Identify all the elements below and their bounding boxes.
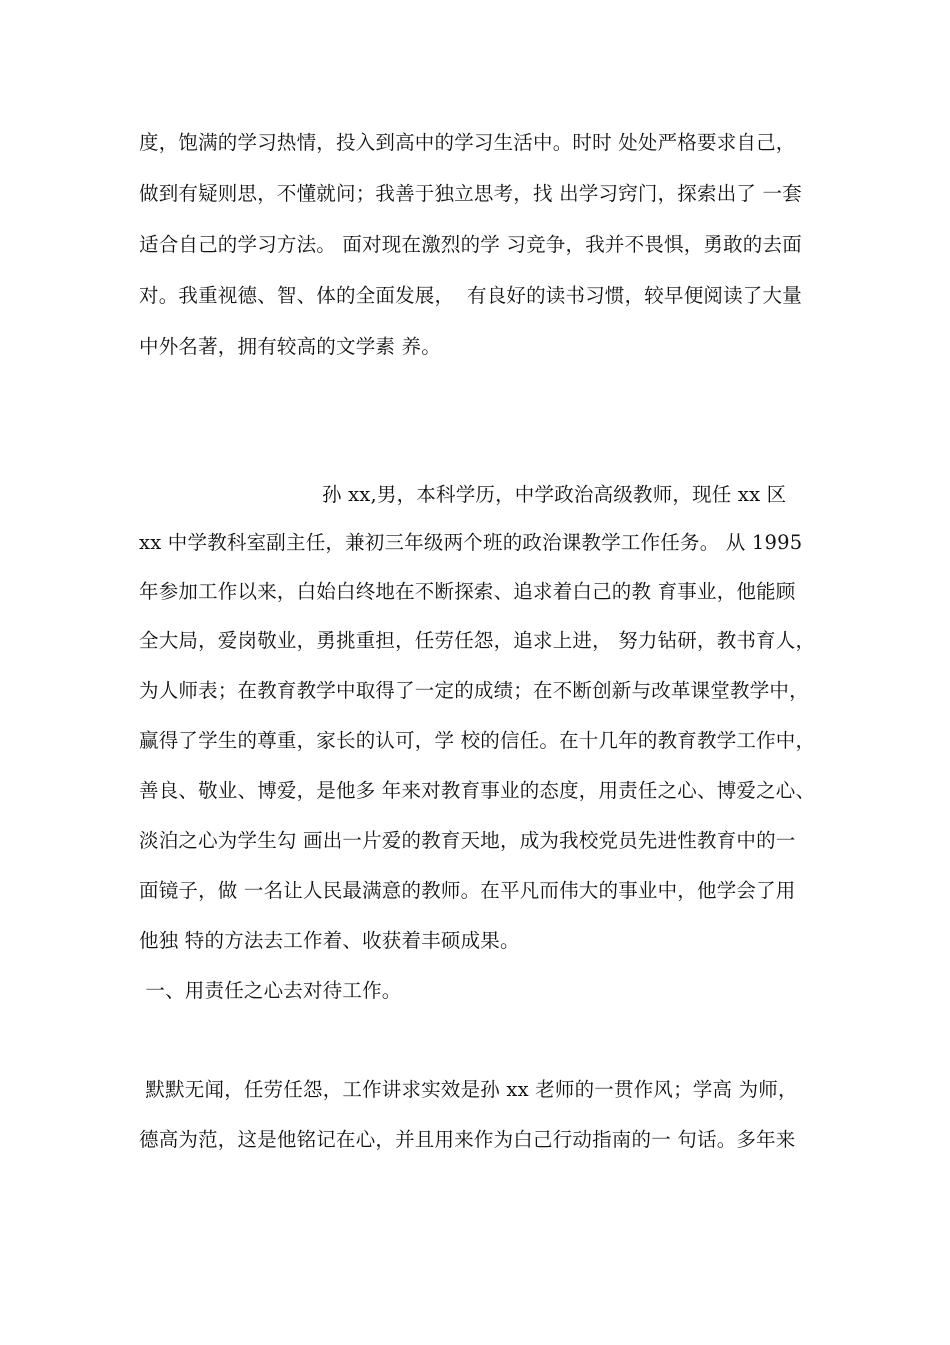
paragraph-1-line-3: 适合自己的学习方法。 面对现在激烈的学 习竞争，我并不畏惧，勇敢的去面 [139, 233, 802, 256]
paragraph-3-line-2: 德高为范，这是他铭记在心，并且用来作为白己行动指南的一 句话。多年来 [139, 1128, 796, 1151]
paragraph-2-line-5: 为人师表；在教育教学中取得了一定的成绩；在不断创新与改革课堂教学中， [139, 679, 809, 702]
paragraph-1-line-1: 度，饱满的学习热情，投入到高中的学习生活中。时时 处处严格要求自己， [139, 131, 796, 154]
paragraph-1-line-5: 中外名著，拥有较高的文学素 养。 [139, 335, 441, 358]
paragraph-1-line-4: 对。我重视德、智、体的全面发展， 有良好的读书习惯，较早便阅读了大量 [139, 284, 802, 307]
paragraph-2-line-8: 淡泊之心为学生勾 画出一片爱的教育天地，成为我校党员先进性教育中的一 [139, 829, 796, 852]
paragraph-2-line-6: 赢得了学生的尊重，家长的认可，学 校的信任。在十几年的教育教学工作中， [139, 729, 816, 752]
paragraph-2-line-9: 面镜子，做 一名让人民最满意的教师。在平凡而伟大的事业中，他学会了用 [139, 879, 796, 902]
paragraph-2-line-2: xx 中学教科室副主任，兼初三年级两个班的政治课教学工作任务。 从 1995 [139, 531, 803, 554]
paragraph-2-line-3: 年参加工作以来，白始白终地在不断探索、追求着白己的教 育事业，他能顾 [139, 580, 796, 603]
paragraph-2-line-1: 孙 xx,男，本科学历，中学政治高级教师，现任 xx 区 [322, 483, 787, 506]
paragraph-2-line-7: 善良、敬业、博爱，是他多 年来对教育事业的态度，用责任之心、博爱之心、 [139, 779, 816, 802]
paragraph-2-line-4: 全大局，爱岗敬业，勇挑重担，任劳任怨，追求上进， 努力钻研，教书育人， [139, 629, 816, 652]
section-heading: 一、用责任之心去对待工作。 [139, 979, 402, 1002]
paragraph-2-line-10: 他独 特的方法去工作着、收获着丰硕成果。 [139, 929, 520, 952]
paragraph-1-line-2: 做到有疑则思，不懂就问；我善于独立思考，找 出学习窍门，探索出了 一套 [139, 182, 802, 205]
paragraph-3-line-1: 默默无闻，任劳任怨，工作讲求实效是孙 xx 老师的一贯作风；学高 为师， [139, 1078, 798, 1101]
